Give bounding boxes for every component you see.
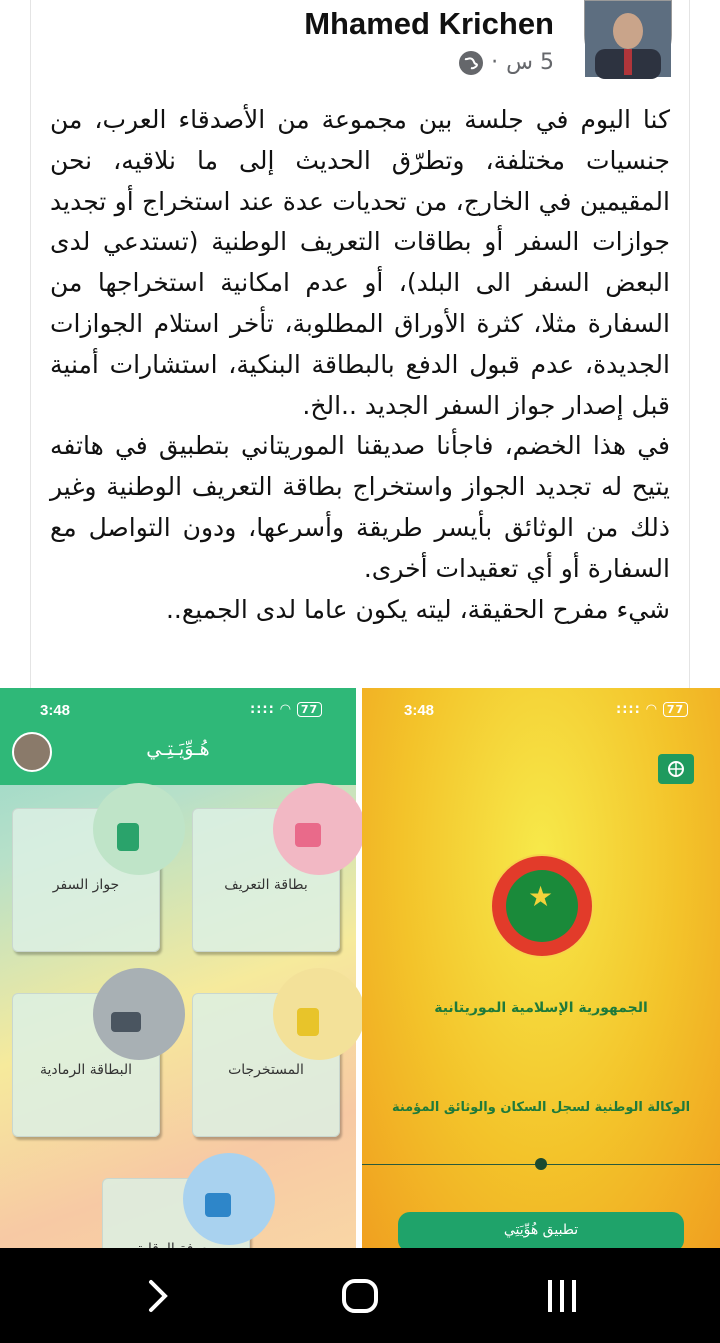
star-icon: ★ xyxy=(528,880,554,913)
globe-icon xyxy=(459,51,483,75)
status-time: 3:48 xyxy=(40,702,71,719)
post-author-name[interactable]: Mhamed Krichen xyxy=(304,6,554,41)
status-icons xyxy=(616,702,688,717)
id-card-icon xyxy=(295,823,321,847)
start-app-button[interactable]: تطبيق هُوِّيَتِي xyxy=(398,1212,684,1252)
card-extracts[interactable] xyxy=(192,993,340,1137)
document-icon xyxy=(297,1008,319,1036)
wifi-icon: ◠ xyxy=(646,702,658,717)
card-blob xyxy=(93,783,185,875)
post-paragraph-1: كنا اليوم في جلسة بين مجموعة من الأصدقاء العرب، من جنسيات مختلفة، وتطرّق الحديث إلى ما نلاقيه، نحن المقيمين في الخارج، من تحديات عدة عند استخراج أو تجديد جوازات السفر أو بطاقات التعريف الوطنية (تستدعي لدى البعض السفر الى البلد)، أو عدم امكانية استخراجها من السفارة مثلا، كثرة الأوراق المطلوبة، تأخر استلام الجوازات الجديدة، عدم قبول الدفع بالبطاقة البنكية، استشارات أمنية قبل إصدار جواز السفر الجديد ..الخ. xyxy=(50,105,670,420)
passport-icon xyxy=(117,823,139,851)
battery-icon: 77 xyxy=(297,702,322,717)
card-label: بطاقة التعريف xyxy=(224,877,308,893)
agency-name: الوكالة الوطنية لسجل السكان والوثائق المؤمنة xyxy=(391,1100,691,1115)
mauritania-emblem-icon xyxy=(490,854,594,958)
signal-icon: :::: xyxy=(250,702,275,717)
post-paragraph-3: شيء مفرح الحقيقة، ليته يكون عاما لدى الجميع.. xyxy=(165,594,670,624)
post-images[interactable] xyxy=(0,688,720,1248)
recent-apps-icon[interactable] xyxy=(532,1272,592,1320)
card-vehicle-registration[interactable] xyxy=(12,993,160,1137)
language-button[interactable] xyxy=(658,754,694,784)
card-passport[interactable] xyxy=(12,808,160,952)
card-label: المستخرجات xyxy=(228,1062,304,1078)
meta-separator: · xyxy=(491,50,499,75)
post-paragraph-2: في هذا الخضم، فاجأنا صديقنا الموريتاني بتطبيق في هاتفه يتيح له تجديد الجواز واستخراج بطاقة التعريف الوطنية وغير ذلك من الوثائق بأيسر طريقة وأسرعها، ودون التواصل مع السفارة أو أي تعقيدات أخرى. xyxy=(50,431,670,583)
home-button-icon[interactable] xyxy=(330,1272,390,1320)
country-name: الجمهورية الإسلامية الموريتانية xyxy=(434,1000,648,1016)
back-chevron-icon[interactable] xyxy=(128,1272,188,1320)
app-screenshot-home[interactable] xyxy=(0,688,356,1248)
android-nav-bar xyxy=(0,1248,720,1343)
car-icon xyxy=(111,1012,141,1032)
app-screenshot-splash[interactable] xyxy=(362,688,720,1248)
post-time[interactable]: 5 س xyxy=(506,50,554,75)
author-avatar[interactable] xyxy=(584,0,672,78)
card-id-card[interactable] xyxy=(192,808,340,952)
form-icon xyxy=(205,1193,231,1217)
card-label: البطاقة الرمادية xyxy=(39,1062,133,1078)
status-icons xyxy=(250,702,322,717)
card-label: جواز السفر xyxy=(52,877,120,893)
status-time: 3:48 xyxy=(404,702,435,719)
card-blob xyxy=(273,968,365,1060)
battery-icon: 77 xyxy=(663,702,688,717)
app-title: هُـوِّيَـتِـي xyxy=(146,738,210,760)
post-meta xyxy=(459,50,554,75)
emblem-center xyxy=(506,870,578,942)
page-indicator-dot xyxy=(535,1158,547,1170)
signal-icon: :::: xyxy=(616,702,641,717)
wifi-icon: ◠ xyxy=(280,702,292,717)
post-body xyxy=(50,100,670,630)
